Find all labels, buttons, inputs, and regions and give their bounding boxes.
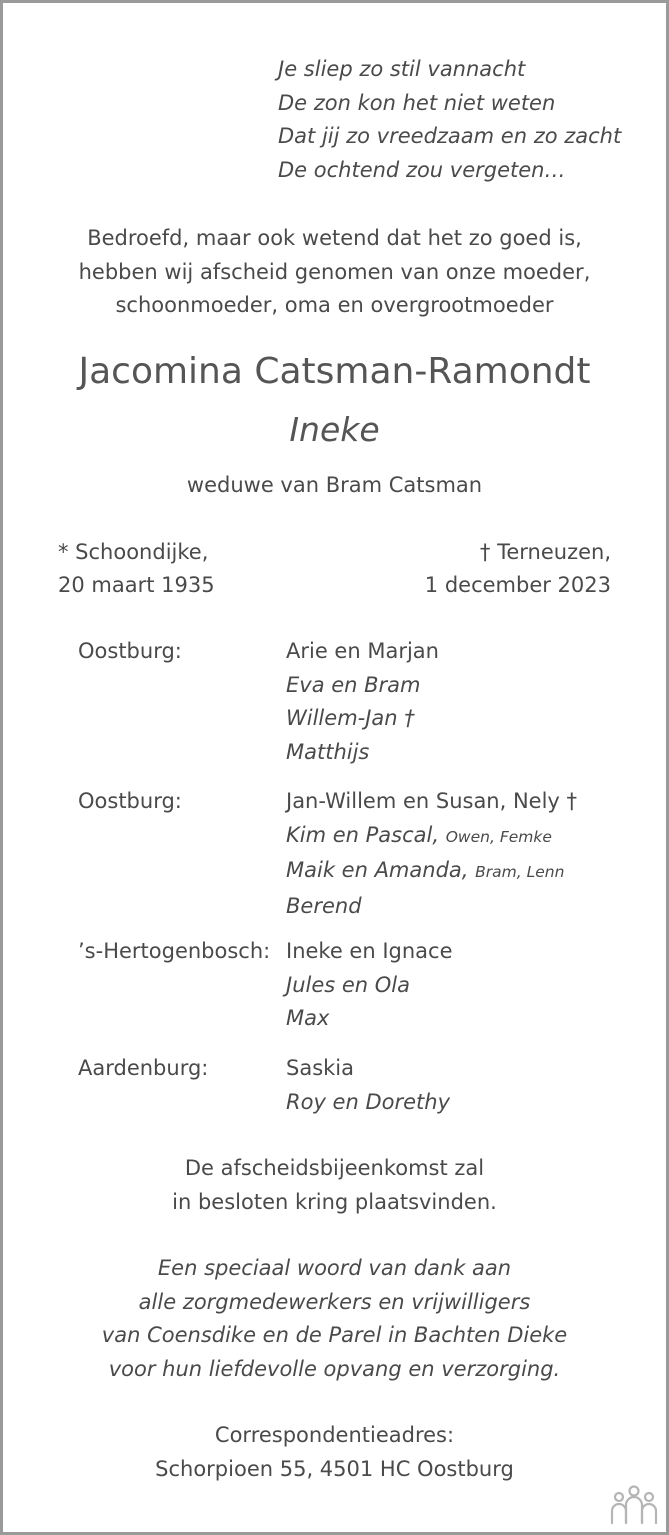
family-members [286, 1052, 450, 1119]
death-info [425, 536, 611, 601]
family-line: Saskia [286, 1056, 355, 1080]
family-couple: Kim en Pascal, [286, 822, 440, 847]
family-line: Berend [286, 893, 362, 918]
family-line: Arie en Marjan [286, 639, 439, 663]
thanks-text [0, 1252, 669, 1386]
deceased-name: Jacomina Catsman-Ramondt [78, 351, 591, 392]
poem-line: Dat jij zo vreedzaam en zo zacht [278, 124, 622, 148]
farewell-line: De afscheidsbijeenkomst zal [184, 1156, 485, 1180]
widow-of: weduwe van Bram Catsman [186, 473, 483, 497]
birth-date: 20 maart 1935 [58, 572, 215, 597]
family-line: Max [286, 1006, 330, 1030]
family-line [286, 854, 577, 890]
family-line: Willem-Jan † [286, 706, 415, 730]
intro-line: hebben wij afscheid genomen van onze moeder, [78, 259, 591, 284]
family-place: Oostburg: [78, 789, 182, 813]
family-members [286, 635, 439, 769]
family-line: Roy en Dorethy [286, 1089, 450, 1114]
birth-place: * Schoondijke, [58, 540, 209, 564]
family-line: Ineke en Ignace [286, 939, 453, 963]
correspondence-label: Correspondentieadres: [214, 1423, 455, 1447]
family-place: Aardenburg: [78, 1056, 209, 1080]
poem-line: Je sliep zo stil vannacht [278, 57, 526, 81]
family-place: Oostburg: [78, 639, 182, 663]
poem-line: De zon kon het niet weten [278, 90, 556, 115]
poem [278, 53, 621, 187]
birth-info [58, 536, 215, 601]
death-place: † Terneuzen, [479, 540, 611, 564]
family-children: Owen, Femke [445, 827, 552, 846]
poem-line: De ochtend zou vergeten… [278, 157, 566, 182]
thanks-line: alle zorgmedewerkers en vrijwilligers [138, 1289, 531, 1314]
thanks-line: voor hun liefdevolle opvang en verzorging. [108, 1356, 561, 1381]
death-date: 1 december 2023 [424, 572, 611, 597]
farewell-line: in besloten kring plaatsvinden. [172, 1189, 497, 1214]
correspondence [0, 1419, 669, 1486]
family-children: Bram, Lenn [475, 863, 565, 881]
family-members [286, 935, 453, 1036]
family-members [286, 785, 577, 923]
family-line: Jules en Ola [286, 972, 411, 997]
intro-line: schoonmoeder, oma en overgrootmoeder [115, 293, 554, 317]
deceased-nickname: Ineke [289, 410, 380, 449]
intro-line: Bedroefd, maar ook wetend dat het zo goed is, [87, 226, 582, 250]
correspondence-address: Schorpioen 55, 4501 HC Oostburg [155, 1456, 514, 1481]
family-couple: Maik en Amanda, [286, 858, 469, 882]
family-place: ’s-Hertogenbosch: [78, 939, 271, 963]
intro-text [0, 222, 669, 323]
family-line: Eva en Bram [286, 672, 421, 697]
family-line: Matthijs [286, 739, 370, 764]
people-group-icon [609, 1483, 659, 1527]
thanks-line: van Coensdike en de Parel in Bachten Dieke [101, 1323, 568, 1347]
family-line [286, 819, 577, 855]
family-line: Jan-Willem en Susan, Nely † [286, 789, 578, 813]
farewell-text [0, 1152, 669, 1219]
thanks-line: Een speciaal woord van dank aan [157, 1256, 512, 1280]
